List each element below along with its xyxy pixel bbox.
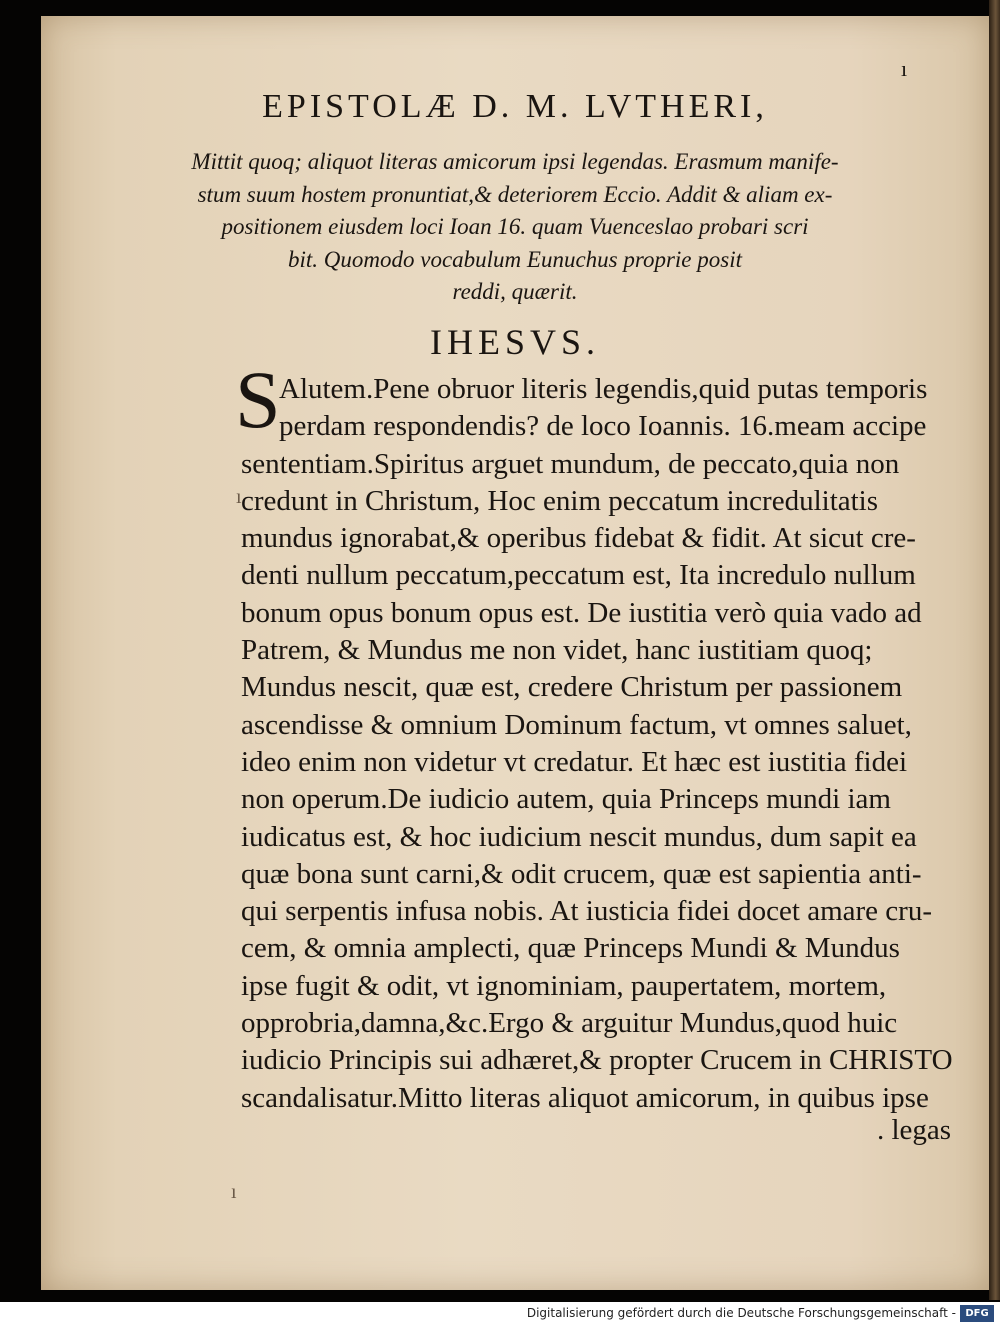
funding-credit: Digitalisierung gefördert durch die Deutsche Forschungsgemeinschaft -: [526, 1306, 956, 1320]
letter-body: [241, 371, 963, 1117]
body-line: denti nullum peccatum,peccatum est, Ita incredulo nullum: [241, 559, 916, 592]
summary-line: Mittit quoq; aliquot literas amicorum ipsi legendas. Erasmum manife-: [191, 149, 839, 174]
summary-line: bit. Quomodo vocabulum Eunuchus proprie posit: [287, 246, 742, 272]
section-title: IHESVS.: [429, 322, 601, 362]
margin-mark: ı: [901, 56, 908, 81]
body-line: opprobria,damna,&c.Ergo & arguitur Mundus,quod huic: [241, 1007, 898, 1040]
catchword: . legas: [877, 1114, 952, 1146]
body-line: bonum opus bonum opus est. De iustitia verò quia vado ad: [241, 596, 922, 629]
running-head: EPISTOLÆ D. M. LVTHERI,: [262, 88, 768, 125]
body-line: ipse fugit & odit, vt ignominiam, paupertatem, mortem,: [241, 969, 887, 1002]
body-line: qui serpentis infusa nobis. At iusticia fidei docet amare cru-: [241, 895, 932, 928]
body-line: sententiam.Spiritus arguet mundum, de peccato,quia non: [241, 447, 900, 480]
digitization-footer: [0, 1302, 1000, 1326]
summary-line: positionem eiusdem loci Ioan 16. quam Vuenceslao probari scri: [221, 214, 809, 239]
summary-line: reddi, quærit.: [452, 279, 578, 304]
body-line: Patrem, & Mundus me non videt, hanc iustitiam quoq;: [241, 634, 873, 667]
summary-line: stum suum hostem pronuntiat,& deteriorem Eccio. Addit & aliam ex-: [197, 181, 833, 207]
summary-paragraph: [41, 146, 989, 309]
body-line: perdam respondendis? de loco Ioannis. 16.meam accipe: [279, 410, 927, 443]
body-line: ascendisse & omnium Dominum factum, vt omnes saluet,: [241, 708, 912, 741]
body-line: credunt in Christum, Hoc enim peccatum incredulitatis: [241, 484, 879, 517]
book-page: [41, 16, 989, 1290]
body-line: scandalisatur.Mitto literas aliquot amicorum, in quibus ipse: [241, 1081, 929, 1114]
body-line: iudicio Principis sui adhæret,& propter Crucem in CHRISTO: [241, 1044, 953, 1077]
body-line: non operum.De iudicio autem, quia Princeps mundi iam: [241, 783, 891, 816]
dfg-logo: DFG: [960, 1305, 994, 1322]
body-line: cem, & omnia amplecti, quæ Princeps Mundi & Mundus: [241, 932, 900, 965]
body-line: Mundus nescit, quæ est, credere Christum per passionem: [241, 671, 903, 704]
body-line: mundus ignorabat,& operibus fidebat & fidit. At sicut cre-: [241, 522, 916, 555]
book-edge: [989, 0, 1000, 1300]
body-line: Alutem.Pene obruor literis legendis,quid putas temporis: [279, 373, 928, 405]
body-line: ideo enim non videtur vt credatur. Et hæc est iustitia fidei: [241, 745, 908, 778]
body-line: iudicatus est, & hoc iudicium nescit mundus, dum sapit ea: [241, 820, 917, 853]
body-line: quæ bona sunt carni,& odit crucem, quæ est sapientia anti-: [241, 857, 922, 890]
margin-mark: ı: [236, 486, 242, 508]
drop-cap-initial: S: [235, 354, 281, 445]
margin-mark: ı: [231, 1181, 237, 1203]
